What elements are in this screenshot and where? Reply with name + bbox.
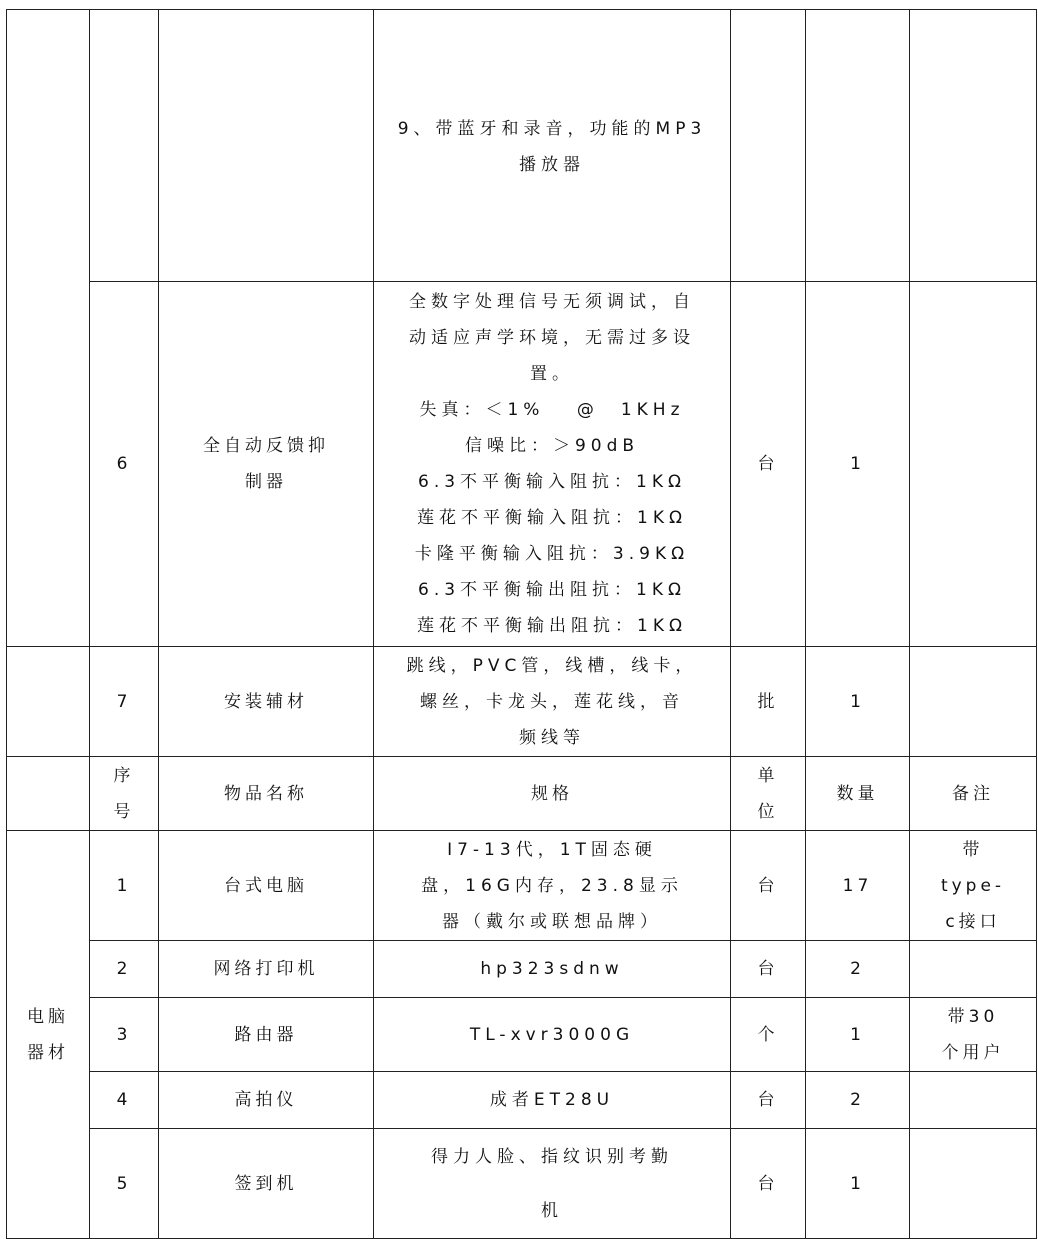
header-no-line: 序 bbox=[113, 765, 135, 786]
table-row bbox=[7, 941, 1037, 998]
table-row bbox=[7, 10, 1037, 282]
spec-line: 得力人脸、指纹识别考勤 bbox=[431, 1146, 673, 1167]
category-line: 电脑 bbox=[27, 1006, 69, 1027]
spec-line: 器（戴尔或联想品牌） bbox=[442, 911, 662, 932]
spec-line: 失真：＜1% @ 1KHz bbox=[419, 400, 685, 420]
table-row bbox=[7, 647, 1037, 757]
note-cell bbox=[910, 998, 1037, 1072]
spec-line: 6.3不平衡输出阻抗：1KΩ bbox=[418, 580, 686, 600]
table-row bbox=[7, 1072, 1037, 1129]
no-cell: 1 bbox=[90, 831, 159, 941]
unit-cell: 台 bbox=[731, 1129, 806, 1239]
name-cell bbox=[159, 282, 374, 647]
note-cell bbox=[910, 647, 1037, 757]
note-cell bbox=[910, 831, 1037, 941]
header-unit bbox=[731, 757, 806, 831]
no-cell: 2 bbox=[90, 941, 159, 998]
spec-line: 机 bbox=[541, 1200, 563, 1221]
qty-cell bbox=[806, 10, 910, 282]
no-cell: 4 bbox=[90, 1072, 159, 1129]
header-no bbox=[90, 757, 159, 831]
name-cell bbox=[159, 10, 374, 282]
spec-line: 信噪比：＞90dB bbox=[464, 436, 640, 456]
qty-cell: 1 bbox=[806, 998, 910, 1072]
header-unit-line: 单 bbox=[757, 765, 779, 786]
header-note: 备注 bbox=[910, 757, 1037, 831]
table-header-row bbox=[7, 757, 1037, 831]
name-line: 全自动反馈抑 bbox=[203, 436, 329, 456]
procurement-table bbox=[6, 9, 1037, 1239]
category-line: 器材 bbox=[27, 1042, 69, 1063]
spec-line: 置。 bbox=[530, 364, 574, 384]
spec-line: 全数字处理信号无须调试，自 bbox=[409, 292, 695, 312]
header-no-line: 号 bbox=[113, 801, 135, 822]
table-row bbox=[7, 831, 1037, 941]
note-line: 个用户 bbox=[941, 1042, 1005, 1063]
spec-cell: 成者ET28U bbox=[374, 1072, 731, 1129]
category-cell bbox=[7, 10, 90, 647]
unit-cell bbox=[731, 10, 806, 282]
category-cell bbox=[7, 757, 90, 831]
unit-cell: 台 bbox=[731, 1072, 806, 1129]
header-spec: 规格 bbox=[374, 757, 731, 831]
header-unit-line: 位 bbox=[757, 801, 779, 822]
unit-cell: 台 bbox=[731, 941, 806, 998]
note-cell bbox=[910, 10, 1037, 282]
header-name: 物品名称 bbox=[159, 757, 374, 831]
qty-cell: 1 bbox=[806, 647, 910, 757]
no-cell: 6 bbox=[90, 282, 159, 647]
spec-cell: TL-xvr3000G bbox=[374, 998, 731, 1072]
unit-cell: 批 bbox=[731, 647, 806, 757]
unit-cell: 台 bbox=[731, 831, 806, 941]
spec-line: 螺丝，卡龙头，莲花线，音 bbox=[420, 691, 684, 712]
name-cell: 安装辅材 bbox=[159, 647, 374, 757]
category-cell bbox=[7, 647, 90, 757]
spec-line: 莲花不平衡输入阻抗：1KΩ bbox=[417, 508, 687, 528]
spec-line: 6.3不平衡输入阻抗：1KΩ bbox=[418, 472, 686, 492]
note-line: 带 bbox=[962, 839, 984, 860]
unit-cell: 台 bbox=[731, 282, 806, 647]
note-cell bbox=[910, 282, 1037, 647]
note-line: 带30 bbox=[947, 1006, 999, 1027]
name-cell: 台式电脑 bbox=[159, 831, 374, 941]
spec-cell bbox=[374, 282, 731, 647]
spec-line: 卡隆平衡输入阻抗：3.9KΩ bbox=[414, 544, 690, 564]
table-row bbox=[7, 998, 1037, 1072]
table-row bbox=[7, 1129, 1037, 1239]
note-line: c接口 bbox=[945, 911, 1001, 932]
name-cell: 路由器 bbox=[159, 998, 374, 1072]
note-cell bbox=[910, 1072, 1037, 1129]
spec-line: 跳线，PVC管，线槽，线卡， bbox=[406, 655, 698, 676]
unit-cell: 个 bbox=[731, 998, 806, 1072]
qty-cell: 1 bbox=[806, 282, 910, 647]
header-qty: 数量 bbox=[806, 757, 910, 831]
spec-line: 动适应声学环境，无需过多设 bbox=[409, 328, 695, 348]
spec-line: 莲花不平衡输出阻抗：1KΩ bbox=[417, 616, 687, 636]
qty-cell: 1 bbox=[806, 1129, 910, 1239]
name-cell: 网络打印机 bbox=[159, 941, 374, 998]
table-row bbox=[7, 282, 1037, 647]
no-cell: 5 bbox=[90, 1129, 159, 1239]
spec-line: 9、带蓝牙和录音，功能的MP3 bbox=[397, 119, 707, 139]
name-line: 制器 bbox=[245, 472, 287, 492]
spec-line: I7-13代，1T固态硬 bbox=[447, 839, 657, 860]
qty-cell: 17 bbox=[806, 831, 910, 941]
no-cell: 7 bbox=[90, 647, 159, 757]
qty-cell: 2 bbox=[806, 1072, 910, 1129]
spec-cell bbox=[374, 647, 731, 757]
spec-line: 频线等 bbox=[519, 727, 585, 748]
spec-cell bbox=[374, 1129, 731, 1239]
spec-cell bbox=[374, 831, 731, 941]
spec-line: 播放器 bbox=[519, 155, 585, 175]
category-cell bbox=[7, 831, 90, 1239]
note-line: type- bbox=[940, 875, 1006, 896]
qty-cell: 2 bbox=[806, 941, 910, 998]
note-cell bbox=[910, 1129, 1037, 1239]
name-cell: 高拍仪 bbox=[159, 1072, 374, 1129]
spec-line: 盘，16G内存，23.8显示 bbox=[421, 875, 683, 896]
spec-cell: hp323sdnw bbox=[374, 941, 731, 998]
no-cell bbox=[90, 10, 159, 282]
no-cell: 3 bbox=[90, 998, 159, 1072]
spec-cell bbox=[374, 10, 731, 282]
name-cell: 签到机 bbox=[159, 1129, 374, 1239]
note-cell bbox=[910, 941, 1037, 998]
